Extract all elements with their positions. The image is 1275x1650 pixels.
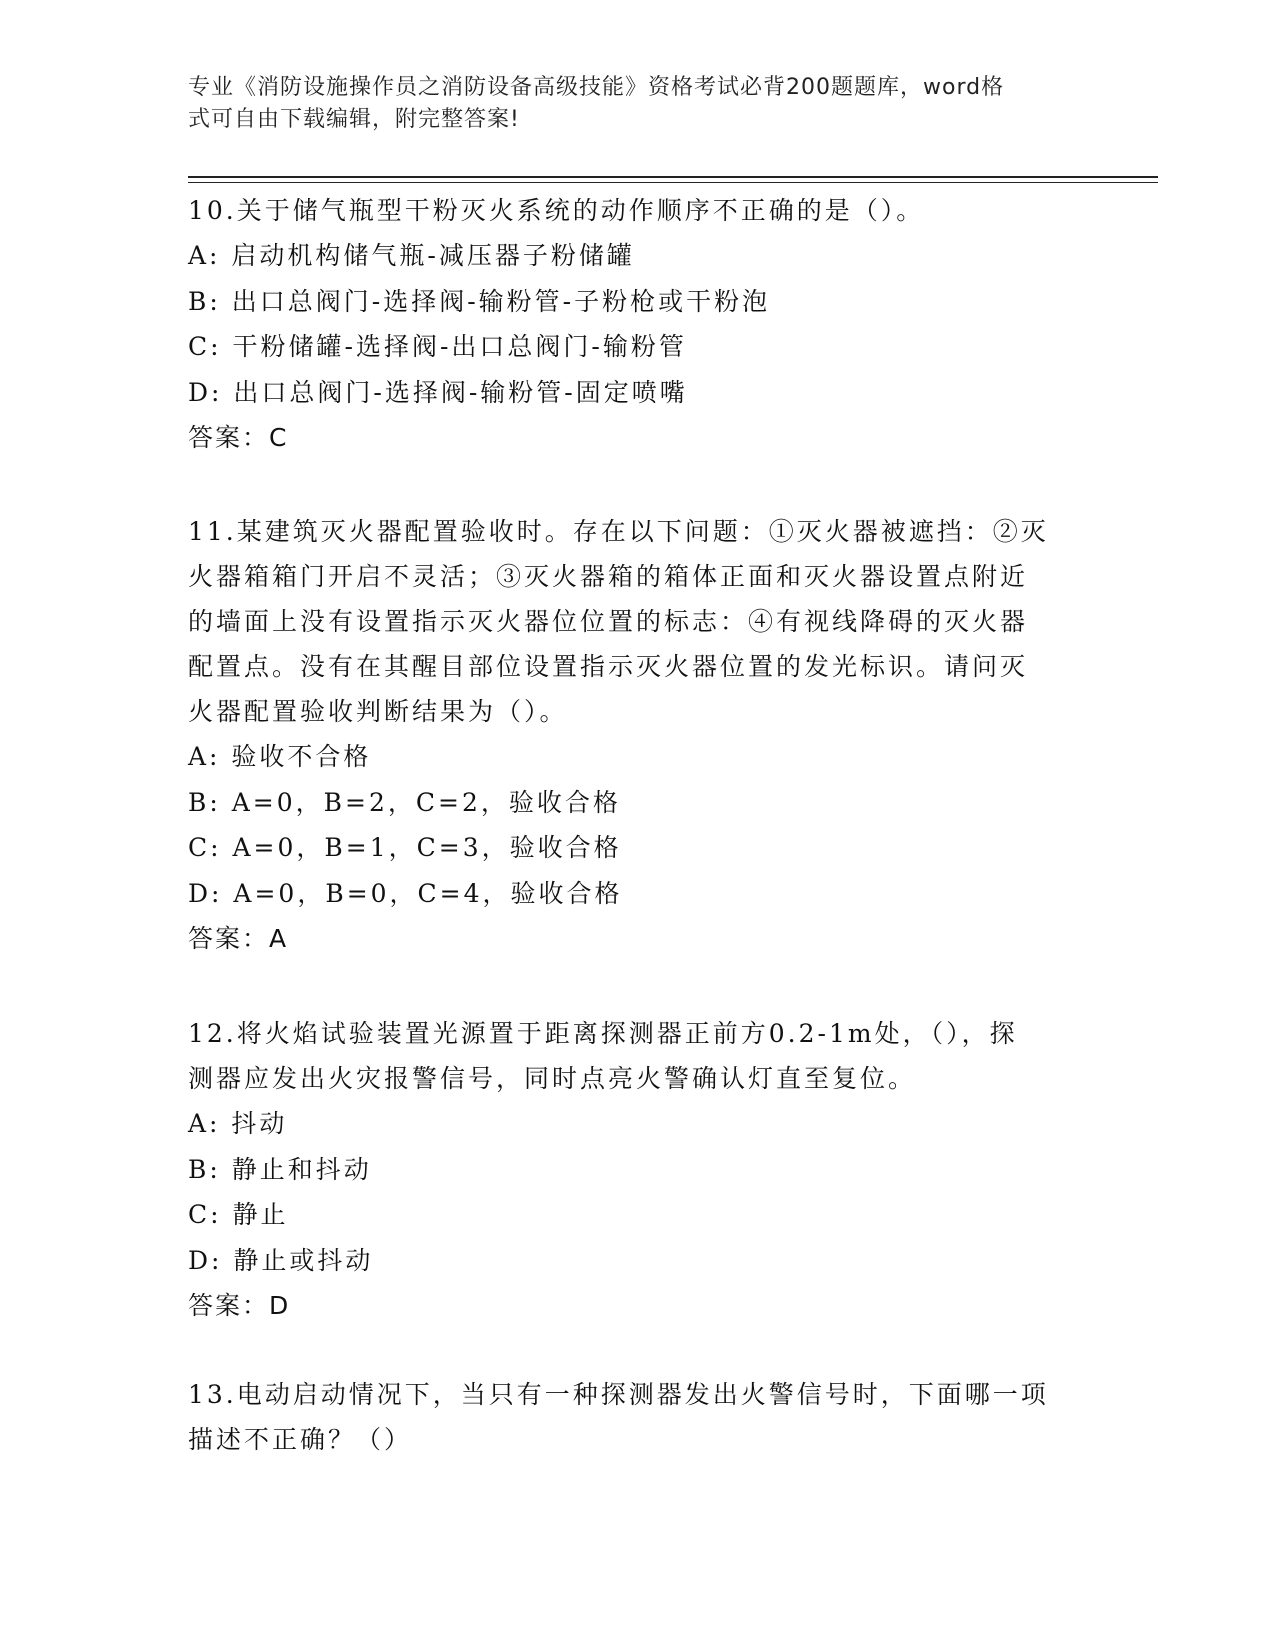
question-stem-line: 火器箱箱门开启不灵活；③灭火器箱的箱体正面和灭火器设置点附近 [188,562,1029,591]
option-b: B: 静止和抖动 [188,1154,372,1184]
question-stem-line: 的墙面上没有设置指示灭火器位位置的标志：④有视线降碍的灭火器 [188,607,1029,636]
option-b: B: A=0，B=2，C=2，验收合格 [188,787,621,817]
option-c: C: 静止 [188,1200,289,1229]
answer: 答案：C [188,423,289,452]
question-stem: 10.关于储气瓶型干粉灭火系统的动作顺序不正确的是（）。 [188,196,925,225]
option-d: D: A=0，B=0，C=4，验收合格 [188,878,623,908]
header-line-1: 专业《消防设施操作员之消防设备高级技能》资格考试必背200题题库，word格 [188,75,1005,100]
option-c: C: 干粉储罐-选择阀-出口总阀门-输粉管 [188,332,687,361]
option-b: B: 出口总阀门-选择阀-输粉管-子粉枪或干粉泡 [188,286,771,316]
option-a: A: 验收不合格 [188,742,372,771]
question-stem-line: 描述不正确？（） [188,1425,413,1454]
option-a: A: 启动机构储气瓶-减压器子粉储罐 [188,241,635,270]
option-c: C: A=0，B=1，C=3，验收合格 [188,833,622,862]
question-stem-line: 火器配置验收判断结果为（）。 [188,697,568,726]
question-stem-line: 测器应发出火灾报警信号，同时点亮火警确认灯直至复位。 [188,1064,917,1093]
answer: 答案：A [188,924,289,953]
option-d: D: 出口总阀门-选择阀-输粉管-固定喷嘴 [188,377,688,407]
header-line-2: 式可自由下载编辑，附完整答案! [188,107,520,132]
question-stem-line: 11.某建筑灭火器配置验收时。存在以下问题：①灭火器被遮挡：②灭 [188,517,1049,546]
question-stem-line: 配置点。没有在其醒目部位设置指示灭火器位置的发光标识。请问灭 [188,652,1029,681]
question-13 [188,1372,1068,1462]
answer: 答案：D [188,1291,291,1320]
header-divider-thin [188,182,1158,183]
document-header [188,72,1068,136]
option-d: D: 静止或抖动 [188,1245,374,1275]
question-11 [188,509,1068,962]
question-stem-line: 12.将火焰试验装置光源置于距离探测器正前方0.2-1m处，（），探 [188,1019,1018,1048]
question-12 [188,1011,1068,1329]
question-10 [188,188,1068,461]
option-a: A: 抖动 [188,1109,288,1138]
header-divider-thick [188,176,1158,178]
question-stem-line: 13.电动启动情况下，当只有一种探测器发出火警信号时，下面哪一项 [188,1380,1049,1409]
